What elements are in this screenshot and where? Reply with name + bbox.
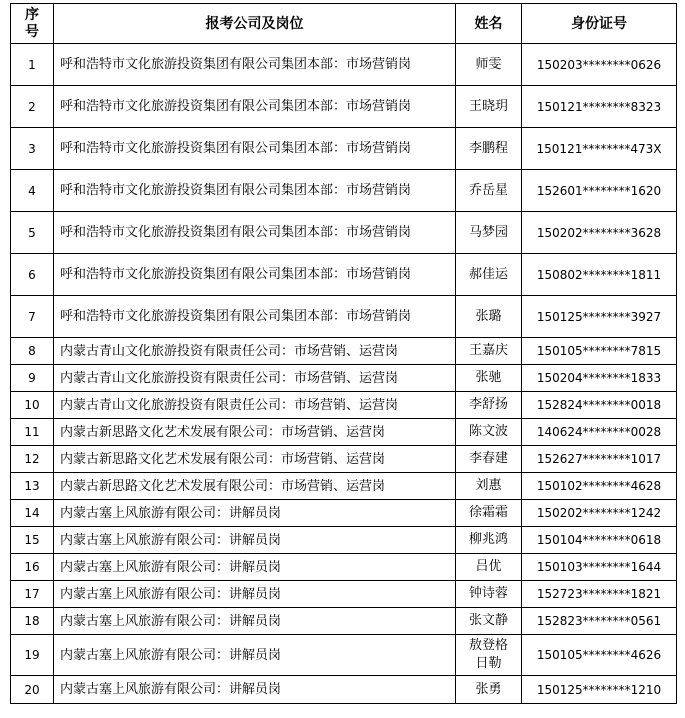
row-name: 李舒扬 xyxy=(456,392,522,419)
row-number: 18 xyxy=(11,608,54,635)
row-name: 敖登格日勒 xyxy=(456,635,522,676)
table-row xyxy=(11,254,677,296)
header-no: 序号 xyxy=(11,4,54,44)
row-id-number: 150202********1242 xyxy=(522,500,677,527)
row-name: 师雯 xyxy=(456,44,522,86)
row-number: 5 xyxy=(11,212,54,254)
row-number: 4 xyxy=(11,170,54,212)
row-position: 呼和浩特市文化旅游投资集团有限公司集团本部：市场营销岗 xyxy=(54,170,456,212)
row-id-number: 150105********4626 xyxy=(522,635,677,676)
row-number: 20 xyxy=(11,676,54,704)
row-name: 张驰 xyxy=(456,365,522,392)
table-row xyxy=(11,212,677,254)
row-position: 呼和浩特市文化旅游投资集团有限公司集团本部：市场营销岗 xyxy=(54,296,456,338)
row-position: 内蒙古青山文化旅游投资有限责任公司：市场营销、运营岗 xyxy=(54,365,456,392)
row-position: 内蒙古塞上风旅游有限公司：讲解员岗 xyxy=(54,635,456,676)
table-row xyxy=(11,554,677,581)
table-row xyxy=(11,365,677,392)
table-row xyxy=(11,676,677,704)
row-number: 9 xyxy=(11,365,54,392)
row-number: 7 xyxy=(11,296,54,338)
row-position: 内蒙古新思路文化艺术发展有限公司：市场营销、运营岗 xyxy=(54,473,456,500)
candidate-table xyxy=(10,3,677,704)
row-number: 3 xyxy=(11,128,54,170)
row-name: 李鹏程 xyxy=(456,128,522,170)
header-position: 报考公司及岗位 xyxy=(54,4,456,44)
row-position: 内蒙古塞上风旅游有限公司：讲解员岗 xyxy=(54,527,456,554)
row-position: 呼和浩特市文化旅游投资集团有限公司集团本部：市场营销岗 xyxy=(54,212,456,254)
row-name: 郝佳运 xyxy=(456,254,522,296)
row-position: 内蒙古新思路文化艺术发展有限公司：市场营销、运营岗 xyxy=(54,446,456,473)
row-name: 柳兆鸿 xyxy=(456,527,522,554)
row-number: 13 xyxy=(11,473,54,500)
row-name: 王嘉庆 xyxy=(456,338,522,365)
row-position: 呼和浩特市文化旅游投资集团有限公司集团本部：市场营销岗 xyxy=(54,86,456,128)
row-position: 内蒙古塞上风旅游有限公司：讲解员岗 xyxy=(54,676,456,704)
row-id-number: 150121********8323 xyxy=(522,86,677,128)
table-row xyxy=(11,338,677,365)
row-id-number: 152824********0018 xyxy=(522,392,677,419)
row-id-number: 140624********0028 xyxy=(522,419,677,446)
row-name: 马梦园 xyxy=(456,212,522,254)
row-id-number: 152601********1620 xyxy=(522,170,677,212)
row-number: 14 xyxy=(11,500,54,527)
row-position: 内蒙古塞上风旅游有限公司：讲解员岗 xyxy=(54,608,456,635)
row-number: 8 xyxy=(11,338,54,365)
table-header-row xyxy=(11,4,677,44)
row-number: 11 xyxy=(11,419,54,446)
header-name: 姓名 xyxy=(456,4,522,44)
row-number: 16 xyxy=(11,554,54,581)
row-id-number: 150103********1644 xyxy=(522,554,677,581)
table-row xyxy=(11,527,677,554)
row-name: 吕优 xyxy=(456,554,522,581)
row-position: 内蒙古新思路文化艺术发展有限公司：市场营销、运营岗 xyxy=(54,419,456,446)
table-row xyxy=(11,608,677,635)
table-row xyxy=(11,296,677,338)
table-row xyxy=(11,446,677,473)
row-position: 内蒙古青山文化旅游投资有限责任公司：市场营销、运营岗 xyxy=(54,338,456,365)
row-name: 乔岳星 xyxy=(456,170,522,212)
row-position: 呼和浩特市文化旅游投资集团有限公司集团本部：市场营销岗 xyxy=(54,254,456,296)
row-number: 17 xyxy=(11,581,54,608)
row-id-number: 150104********0618 xyxy=(522,527,677,554)
row-name: 李春建 xyxy=(456,446,522,473)
row-name: 徐霜霜 xyxy=(456,500,522,527)
header-id: 身份证号 xyxy=(522,4,677,44)
row-id-number: 150125********3927 xyxy=(522,296,677,338)
table-row xyxy=(11,473,677,500)
row-number: 10 xyxy=(11,392,54,419)
row-id-number: 152723********1821 xyxy=(522,581,677,608)
row-number: 6 xyxy=(11,254,54,296)
table-row xyxy=(11,392,677,419)
table-row xyxy=(11,86,677,128)
row-id-number: 150102********4628 xyxy=(522,473,677,500)
row-position: 呼和浩特市文化旅游投资集团有限公司集团本部：市场营销岗 xyxy=(54,128,456,170)
row-name: 张勇 xyxy=(456,676,522,704)
table-row xyxy=(11,419,677,446)
row-id-number: 152823********0561 xyxy=(522,608,677,635)
row-position: 内蒙古塞上风旅游有限公司：讲解员岗 xyxy=(54,554,456,581)
row-name: 钟诗蓉 xyxy=(456,581,522,608)
table-row xyxy=(11,635,677,676)
row-number: 1 xyxy=(11,44,54,86)
row-id-number: 150204********1833 xyxy=(522,365,677,392)
row-id-number: 150121********473X xyxy=(522,128,677,170)
row-id-number: 150105********7815 xyxy=(522,338,677,365)
row-id-number: 150203********0626 xyxy=(522,44,677,86)
row-position: 内蒙古青山文化旅游投资有限责任公司：市场营销、运营岗 xyxy=(54,392,456,419)
table-row xyxy=(11,128,677,170)
row-position: 呼和浩特市文化旅游投资集团有限公司集团本部：市场营销岗 xyxy=(54,44,456,86)
row-number: 15 xyxy=(11,527,54,554)
table-row xyxy=(11,170,677,212)
row-number: 19 xyxy=(11,635,54,676)
row-id-number: 150202********3628 xyxy=(522,212,677,254)
row-number: 2 xyxy=(11,86,54,128)
row-id-number: 150125********1210 xyxy=(522,676,677,704)
row-id-number: 150802********1811 xyxy=(522,254,677,296)
row-number: 12 xyxy=(11,446,54,473)
table-row xyxy=(11,44,677,86)
row-name: 张璐 xyxy=(456,296,522,338)
table-row xyxy=(11,500,677,527)
row-position: 内蒙古塞上风旅游有限公司：讲解员岗 xyxy=(54,581,456,608)
table-row xyxy=(11,581,677,608)
row-name: 刘惠 xyxy=(456,473,522,500)
row-name: 张文静 xyxy=(456,608,522,635)
row-id-number: 152627********1017 xyxy=(522,446,677,473)
row-name: 陈文波 xyxy=(456,419,522,446)
row-position: 内蒙古塞上风旅游有限公司：讲解员岗 xyxy=(54,500,456,527)
row-name: 王晓玥 xyxy=(456,86,522,128)
